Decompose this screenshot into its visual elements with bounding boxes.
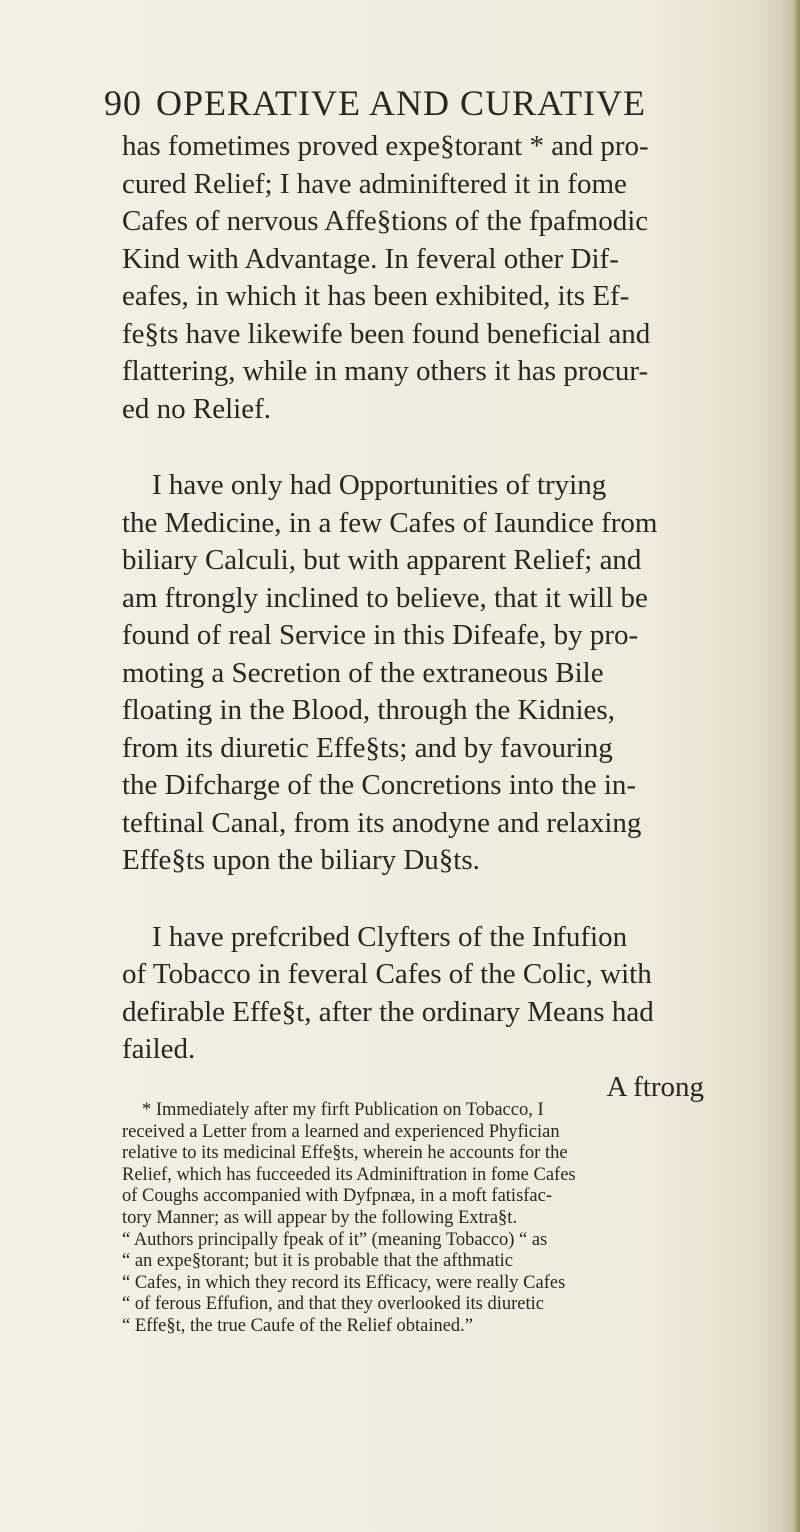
main-text (122, 128, 744, 1106)
text-line: cured Relief; I have adminiftered it in fome (122, 167, 627, 200)
paragraph-3 (122, 919, 744, 957)
text-line: failed. (122, 1033, 196, 1065)
text-line: found of real Service in this Difeafe, by pro- (122, 619, 639, 651)
text-line: moting a Secretion of the extraneous Bile (122, 656, 604, 689)
text-line: biliary Calculi, but with apparent Relief; and (122, 544, 642, 576)
footnote-line: Relief, which has fucceeded its Adminiftration in fome Cafes (122, 1164, 576, 1185)
text-line: am ftrongly inclined to believe, that it will be (122, 581, 648, 614)
footnote-line: relative to its medicinal Effe§ts, wherein he accounts for the (122, 1143, 568, 1164)
text-line: has fometimes proved expe§torant * and pro- (122, 130, 649, 162)
footnote-line: “ Cafes, in which they record its Efficacy, were really Cafes (122, 1272, 566, 1293)
text-line: teftinal Canal, from its anodyne and relaxing (122, 806, 642, 839)
text-line: Effe§ts upon the biliary Du§ts. (122, 844, 480, 876)
text-line: floating in the Blood, through the Kidnies, (122, 694, 615, 726)
text-line: flattering, while in many others it has procur- (122, 355, 649, 387)
running-title: OPERATIVE AND CURATIVE (156, 83, 646, 123)
paragraph-gap (122, 428, 744, 467)
paragraph-1 (122, 128, 744, 428)
text-line: the Difcharge of the Concretions into the in- (122, 769, 637, 801)
paragraph-2 (122, 467, 744, 505)
text-line: eafes, in which it has been exhibited, its Ef- (122, 280, 630, 312)
paragraph-2-cont (122, 505, 744, 880)
footnote (122, 1100, 742, 1338)
page-edge (782, 0, 800, 1532)
footnote-line: “ an expe§torant; but it is probable that the afthmatic (122, 1251, 513, 1272)
paragraph-gap (122, 880, 744, 919)
page-number: 90 (104, 83, 142, 123)
paragraph-3-cont (122, 956, 744, 1069)
text-line: Cafes of nervous Affe§tions of the fpafmodic (122, 205, 649, 237)
text-line: the Medicine, in a few Cafes of Iaundice from (122, 506, 658, 539)
footnote-line: “ of ferous Effufion, and that they overlooked its diuretic (122, 1294, 544, 1315)
text-line: fe§ts have likewife been found beneficial and (122, 317, 651, 350)
text-line: of Tobacco in feveral Cafes of the Colic, with (122, 958, 652, 990)
running-head (104, 82, 724, 124)
footnote-line: * Immediately after my firft Publication on Tobacco, I (142, 1100, 544, 1120)
footnote-line: “ Effe§t, the true Caufe of the Relief obtained.” (122, 1315, 474, 1336)
text-line: from its diuretic Effe§ts; and by favouring (122, 731, 613, 764)
text-line: defirable Effe§t, after the ordinary Means had (122, 995, 654, 1028)
footnote-line: “ Authors principally fpeak of it” (meaning Tobacco) “ as (122, 1229, 548, 1250)
text-line: I have only had Opportunities of trying (152, 469, 607, 501)
footnote-line: of Coughs accompanied with Dyfpnæa, in a moft fatisfac- (122, 1186, 553, 1207)
catchword: A ftrong (606, 1070, 704, 1103)
text-line: ed no Relief. (122, 392, 271, 425)
footnote-line: tory Manner; as will appear by the following Extra§t. (122, 1207, 518, 1228)
text-line: Kind with Advantage. In feveral other Dif- (122, 242, 619, 275)
footnote-line: received a Letter from a learned and experienced Phyfician (122, 1121, 560, 1142)
text-line: I have prefcribed Clyfters of the Infufion (152, 920, 628, 953)
